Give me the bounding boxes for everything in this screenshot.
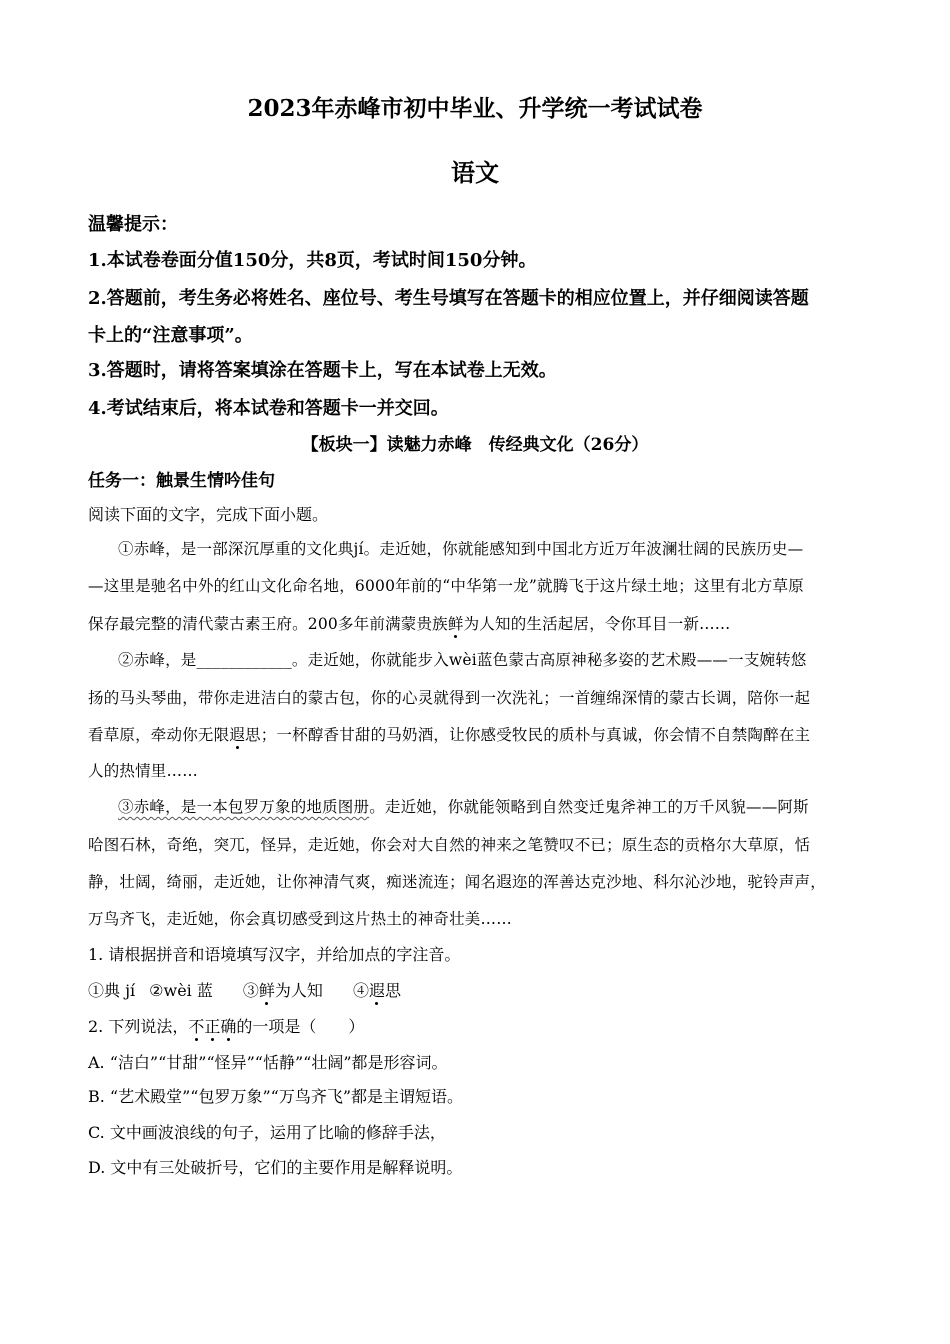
subject-title: 语文 <box>451 158 499 187</box>
passage-p2-line4: 人的热情里…… <box>88 762 198 780</box>
tip-3: 3.答题时，请将答案填涂在答题卡上，写在本试卷上无效。 <box>88 360 557 381</box>
dotted-char-xian: 鲜 <box>447 615 464 633</box>
tip-2-cont: 卡上的“注意事项”。 <box>88 325 253 346</box>
question-2: 2. 下列说法，不正确的一项是（ ） <box>88 1017 365 1036</box>
option-a: A. “洁白”“甘甜”“怪异”“恬静”“壮阔”都是形容词。 <box>88 1053 448 1072</box>
tips-heading: 温馨提示： <box>88 214 178 235</box>
question-1: 1. 请根据拼音和语境填写汉字，并给加点的字注音。 <box>88 945 461 964</box>
section-heading: 【板块一】读魅力赤峰 传经典文化（26分） <box>301 435 649 455</box>
dotted-char-xia: 遐 <box>229 726 246 744</box>
passage-p3-line1: ③赤峰，是一本包罗万象的地质图册。走近她，你就能领略到自然变迁鬼斧神工的万千风貌——阿斯 <box>118 798 809 816</box>
option-c: C. 文中画波浪线的句子，运用了比喻的修辞手法， <box>88 1123 446 1142</box>
dotted-char-xia-q: 遐 <box>368 981 385 1000</box>
passage-p1-line3: 保存最完整的清代蒙古素王府。200多年前满蒙贵族鲜为人知的生活起居，令你耳目一新…… <box>88 615 731 633</box>
passage-p3-line3: 静，壮阔，绮丽，走近她，让你神清气爽，痴迷流连；闻名遐迩的浑善达克沙地、科尔沁沙地，驼铃声声， <box>88 873 826 891</box>
question-1-items: ①典 jí ②wèi 蓝 ③鲜为人知 ④遐思 <box>88 981 401 1000</box>
dotted-char-xian-q: 鲜 <box>258 981 275 1000</box>
reading-instruction: 阅读下面的文字，完成下面小题。 <box>88 505 329 524</box>
option-d: D. 文中有三处破折号，它们的主要作用是解释说明。 <box>88 1158 463 1177</box>
passage-p2-line1: ②赤峰，是____________。走近她，你就能步入wèi蓝色蒙古高原神秘多姿的艺术殿——一支婉转悠 <box>118 651 807 669</box>
option-b: B. “艺术殿堂”“包罗万象”“万鸟齐飞”都是主谓短语。 <box>88 1087 464 1106</box>
passage-p2-line2: 扬的马头琴曲，带你走进洁白的蒙古包，你的心灵就得到一次洗礼；一首缠绵深情的蒙古长调，陪你一起 <box>88 689 811 707</box>
passage-p1-line2: —这里是驰名中外的红山文化命名地，6000年前的“中华第一龙”就腾飞于这片绿土地；这里有北方草原 <box>88 577 804 595</box>
task-heading: 任务一：触景生情吟佳句 <box>88 471 275 491</box>
tip-1: 1.本试卷卷面分值150分，共8页，考试时间150分钟。 <box>88 250 537 271</box>
wavy-underlined-sentence: ③赤峰，是一本包罗万象的地质图册 <box>118 798 370 816</box>
fill-blank: ____________ <box>196 651 292 669</box>
tip-4: 4.考试结束后，将本试卷和答题卡一并交回。 <box>88 398 449 419</box>
passage-p2-line3: 看草原，牵动你无限遐思；一杯醇香甘甜的马奶酒，让你感受牧民的质朴与真诚，你会情不自禁陶醉在主 <box>88 726 811 744</box>
tip-2: 2.答题前，考生务必将姓名、座位号、考生号填写在答题卡的相应位置上，并仔细阅读答题 <box>88 288 809 309</box>
exam-title: 2023年赤峰市初中毕业、升学统一考试试卷 <box>247 95 703 122</box>
passage-p3-line2: 哈图石林，奇绝，突兀，怪异，走近她，你会对大自然的神来之笔赞叹不已；原生态的贡格尔大草原，恬 <box>88 836 811 854</box>
passage-p3-line4: 万鸟齐飞，走近她，你会真切感受到这片热土的神奇壮美…… <box>88 910 512 928</box>
passage-p1-line1: ①赤峰，是一部深沉厚重的文化典jí。走近她，你就能感知到中国北方近万年波澜壮阔的民族历史— <box>118 540 804 558</box>
